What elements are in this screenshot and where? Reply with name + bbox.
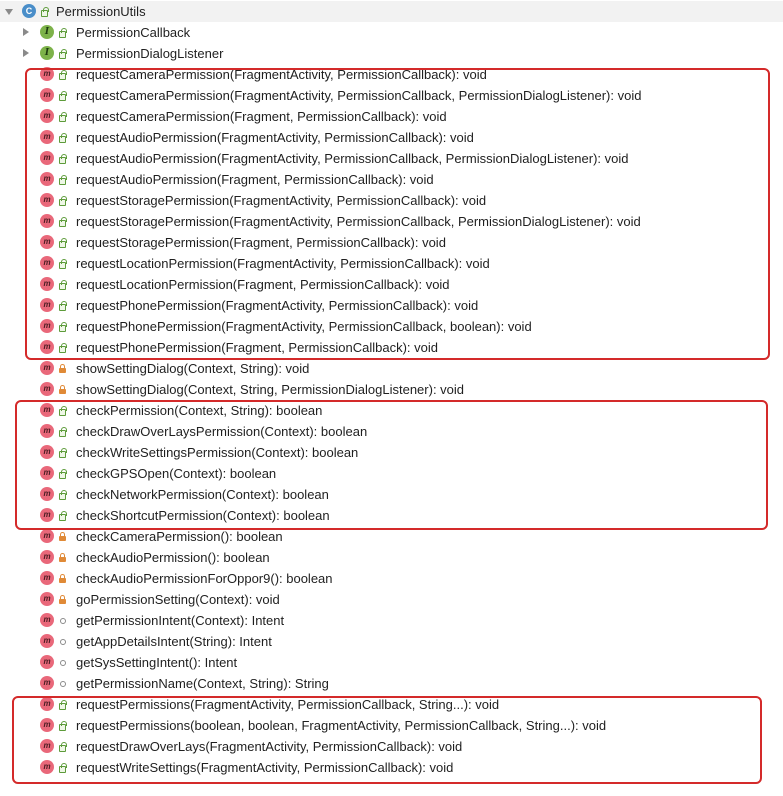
- tree-item-label: requestCameraPermission(FragmentActivity, PermissionCallback, PermissionDialogListener): void: [76, 88, 642, 103]
- tree-item-method[interactable]: [0, 757, 783, 778]
- tree-item-label: requestAudioPermission(FragmentActivity, PermissionCallback, PermissionDialogListener): void: [76, 151, 629, 166]
- public-visibility-icon: [40, 7, 49, 16]
- tree-item-method[interactable]: [0, 400, 783, 421]
- public-visibility-icon: [58, 28, 67, 37]
- private-lock-icon: [58, 574, 67, 583]
- package-visibility-icon: [58, 616, 67, 625]
- tree-item-method[interactable]: [0, 127, 783, 148]
- tree-item-label: getAppDetailsIntent(String): Intent: [76, 634, 272, 649]
- method-icon: m: [40, 382, 54, 396]
- tree-item-method[interactable]: [0, 589, 783, 610]
- tree-item-method[interactable]: [0, 442, 783, 463]
- tree-item-label: checkAudioPermission(): boolean: [76, 550, 270, 565]
- public-visibility-icon: [58, 322, 67, 331]
- public-visibility-icon: [58, 721, 67, 730]
- method-icon: m: [40, 676, 54, 690]
- public-visibility-icon: [58, 511, 67, 520]
- root-class-label: PermissionUtils: [56, 4, 146, 19]
- method-icon: m: [40, 67, 54, 81]
- public-visibility-icon: [58, 280, 67, 289]
- tree-item-label: getPermissionIntent(Context): Intent: [76, 613, 285, 628]
- tree-item-label: requestLocationPermission(Fragment, PermissionCallback): void: [76, 277, 450, 292]
- tree-item-label: checkNetworkPermission(Context): boolean: [76, 487, 329, 502]
- tree-item-method[interactable]: [0, 526, 783, 547]
- method-icon: m: [40, 214, 54, 228]
- private-lock-icon: [58, 595, 67, 604]
- tree-item-method[interactable]: [0, 232, 783, 253]
- interface-icon: I: [40, 25, 54, 39]
- tree-item-method[interactable]: [0, 211, 783, 232]
- private-lock-icon: [58, 532, 67, 541]
- public-visibility-icon: [58, 469, 67, 478]
- tree-item-label: checkShortcutPermission(Context): boolean: [76, 508, 330, 523]
- public-visibility-icon: [58, 91, 67, 100]
- method-icon: m: [40, 235, 54, 249]
- tree-item-label: requestPhonePermission(FragmentActivity, PermissionCallback, boolean): void: [76, 319, 532, 334]
- public-visibility-icon: [58, 343, 67, 352]
- method-icon: m: [40, 571, 54, 585]
- public-visibility-icon: [58, 427, 67, 436]
- method-icon: m: [40, 340, 54, 354]
- tree-item-label: requestStoragePermission(FragmentActivity, PermissionCallback, PermissionDialogListener): void: [76, 214, 641, 229]
- tree-item-label: requestAudioPermission(Fragment, PermissionCallback): void: [76, 172, 434, 187]
- tree-item-method[interactable]: [0, 190, 783, 211]
- method-icon: m: [40, 256, 54, 270]
- method-icon: m: [40, 298, 54, 312]
- method-icon: m: [40, 718, 54, 732]
- package-visibility-icon: [58, 679, 67, 688]
- tree-item-method[interactable]: [0, 64, 783, 85]
- public-visibility-icon: [58, 175, 67, 184]
- method-icon: m: [40, 109, 54, 123]
- tree-item-label: checkWriteSettingsPermission(Context): boolean: [76, 445, 359, 460]
- tree-item-method[interactable]: [0, 421, 783, 442]
- tree-item-label: showSettingDialog(Context, String, PermissionDialogListener): void: [76, 382, 465, 397]
- tree-item-label: requestStoragePermission(Fragment, PermissionCallback): void: [76, 235, 446, 250]
- tree-item-label: PermissionDialogListener: [76, 46, 224, 61]
- tree-item-label: checkDrawOverLaysPermission(Context): boolean: [76, 424, 368, 439]
- tree-item-label: requestLocationPermission(FragmentActivity, PermissionCallback): void: [76, 256, 490, 271]
- tree-item-method[interactable]: [0, 694, 783, 715]
- tree-item-method[interactable]: [0, 316, 783, 337]
- public-visibility-icon: [58, 154, 67, 163]
- tree-item-method[interactable]: [0, 631, 783, 652]
- public-visibility-icon: [58, 196, 67, 205]
- method-icon: m: [40, 550, 54, 564]
- method-icon: m: [40, 319, 54, 333]
- tree-item-label: requestCameraPermission(Fragment, PermissionCallback): void: [76, 109, 447, 124]
- method-icon: m: [40, 697, 54, 711]
- method-icon: m: [40, 424, 54, 438]
- method-icon: m: [40, 445, 54, 459]
- expand-arrow-icon[interactable]: [5, 9, 13, 15]
- tree-item-method[interactable]: [0, 337, 783, 358]
- method-icon: m: [40, 277, 54, 291]
- tree-item-method[interactable]: [0, 652, 783, 673]
- tree-item-label: checkCameraPermission(): boolean: [76, 529, 283, 544]
- public-visibility-icon: [58, 133, 67, 142]
- tree-item-label: requestWriteSettings(FragmentActivity, PermissionCallback): void: [76, 760, 454, 775]
- collapse-arrow-icon[interactable]: [23, 49, 29, 57]
- tree-item-method[interactable]: [0, 106, 783, 127]
- tree-item-method[interactable]: [0, 148, 783, 169]
- tree-item-label: requestPhonePermission(FragmentActivity, PermissionCallback): void: [76, 298, 479, 313]
- method-icon: m: [40, 655, 54, 669]
- tree-item-method[interactable]: [0, 295, 783, 316]
- public-visibility-icon: [58, 763, 67, 772]
- public-visibility-icon: [58, 742, 67, 751]
- method-icon: m: [40, 634, 54, 648]
- collapse-arrow-icon[interactable]: [23, 28, 29, 36]
- tree-item-label: requestAudioPermission(FragmentActivity, PermissionCallback): void: [76, 130, 474, 145]
- package-visibility-icon: [58, 658, 67, 667]
- tree-item-interface[interactable]: [0, 43, 783, 64]
- method-icon: m: [40, 130, 54, 144]
- tree-item-label: PermissionCallback: [76, 25, 191, 40]
- method-icon: m: [40, 466, 54, 480]
- tree-item-interface[interactable]: [0, 22, 783, 43]
- tree-item-method[interactable]: [0, 379, 783, 400]
- tree-item-method[interactable]: [0, 253, 783, 274]
- public-visibility-icon: [58, 259, 67, 268]
- tree-item-method[interactable]: [0, 505, 783, 526]
- public-visibility-icon: [58, 301, 67, 310]
- method-icon: m: [40, 151, 54, 165]
- tree-item-method[interactable]: [0, 463, 783, 484]
- public-visibility-icon: [58, 70, 67, 79]
- tree-item-method[interactable]: [0, 484, 783, 505]
- method-icon: m: [40, 529, 54, 543]
- private-lock-icon: [58, 385, 67, 394]
- private-lock-icon: [58, 364, 67, 373]
- class-icon: C: [22, 4, 36, 18]
- tree-item-label: checkAudioPermissionForOppor9(): boolean: [76, 571, 333, 586]
- method-icon: m: [40, 739, 54, 753]
- private-lock-icon: [58, 553, 67, 562]
- method-icon: m: [40, 592, 54, 606]
- tree-item-method[interactable]: [0, 85, 783, 106]
- tree-item-label: goPermissionSetting(Context): void: [76, 592, 280, 607]
- method-icon: m: [40, 88, 54, 102]
- tree-item-method[interactable]: [0, 274, 783, 295]
- tree-item-label: getSysSettingIntent(): Intent: [76, 655, 238, 670]
- tree-item-label: checkPermission(Context, String): boolean: [76, 403, 323, 418]
- method-icon: m: [40, 487, 54, 501]
- tree-item-label: requestStoragePermission(FragmentActivity, PermissionCallback): void: [76, 193, 487, 208]
- method-icon: m: [40, 193, 54, 207]
- tree-item-label: showSettingDialog(Context, String): void: [76, 361, 310, 376]
- tree-item-method[interactable]: [0, 358, 783, 379]
- tree-item-method[interactable]: [0, 610, 783, 631]
- method-icon: m: [40, 361, 54, 375]
- method-icon: m: [40, 508, 54, 522]
- method-icon: m: [40, 403, 54, 417]
- method-icon: m: [40, 760, 54, 774]
- public-visibility-icon: [58, 112, 67, 121]
- tree-item-method[interactable]: [0, 715, 783, 736]
- tree-item-label: requestCameraPermission(FragmentActivity, PermissionCallback): void: [76, 67, 487, 82]
- tree-item-label: checkGPSOpen(Context): boolean: [76, 466, 277, 481]
- method-icon: m: [40, 613, 54, 627]
- interface-icon: I: [40, 46, 54, 60]
- tree-item-method[interactable]: [0, 673, 783, 694]
- tree-item-label: requestPermissions(FragmentActivity, PermissionCallback, String...): void: [76, 697, 500, 712]
- tree-item-method[interactable]: [0, 568, 783, 589]
- tree-item-label: requestDrawOverLays(FragmentActivity, PermissionCallback): void: [76, 739, 463, 754]
- tree-item-label: getPermissionName(Context, String): String: [76, 676, 329, 691]
- public-visibility-icon: [58, 406, 67, 415]
- tree-item-label: requestPhonePermission(Fragment, PermissionCallback): void: [76, 340, 438, 355]
- tree-root-row[interactable]: [0, 1, 783, 22]
- tree-item-label: requestPermissions(boolean, boolean, FragmentActivity, PermissionCallback, String...): void: [76, 718, 607, 733]
- public-visibility-icon: [58, 217, 67, 226]
- tree-item-method[interactable]: [0, 169, 783, 190]
- public-visibility-icon: [58, 49, 67, 58]
- package-visibility-icon: [58, 637, 67, 646]
- public-visibility-icon: [58, 490, 67, 499]
- public-visibility-icon: [58, 238, 67, 247]
- tree-item-method[interactable]: [0, 547, 783, 568]
- tree-item-method[interactable]: [0, 736, 783, 757]
- public-visibility-icon: [58, 448, 67, 457]
- method-icon: m: [40, 172, 54, 186]
- public-visibility-icon: [58, 700, 67, 709]
